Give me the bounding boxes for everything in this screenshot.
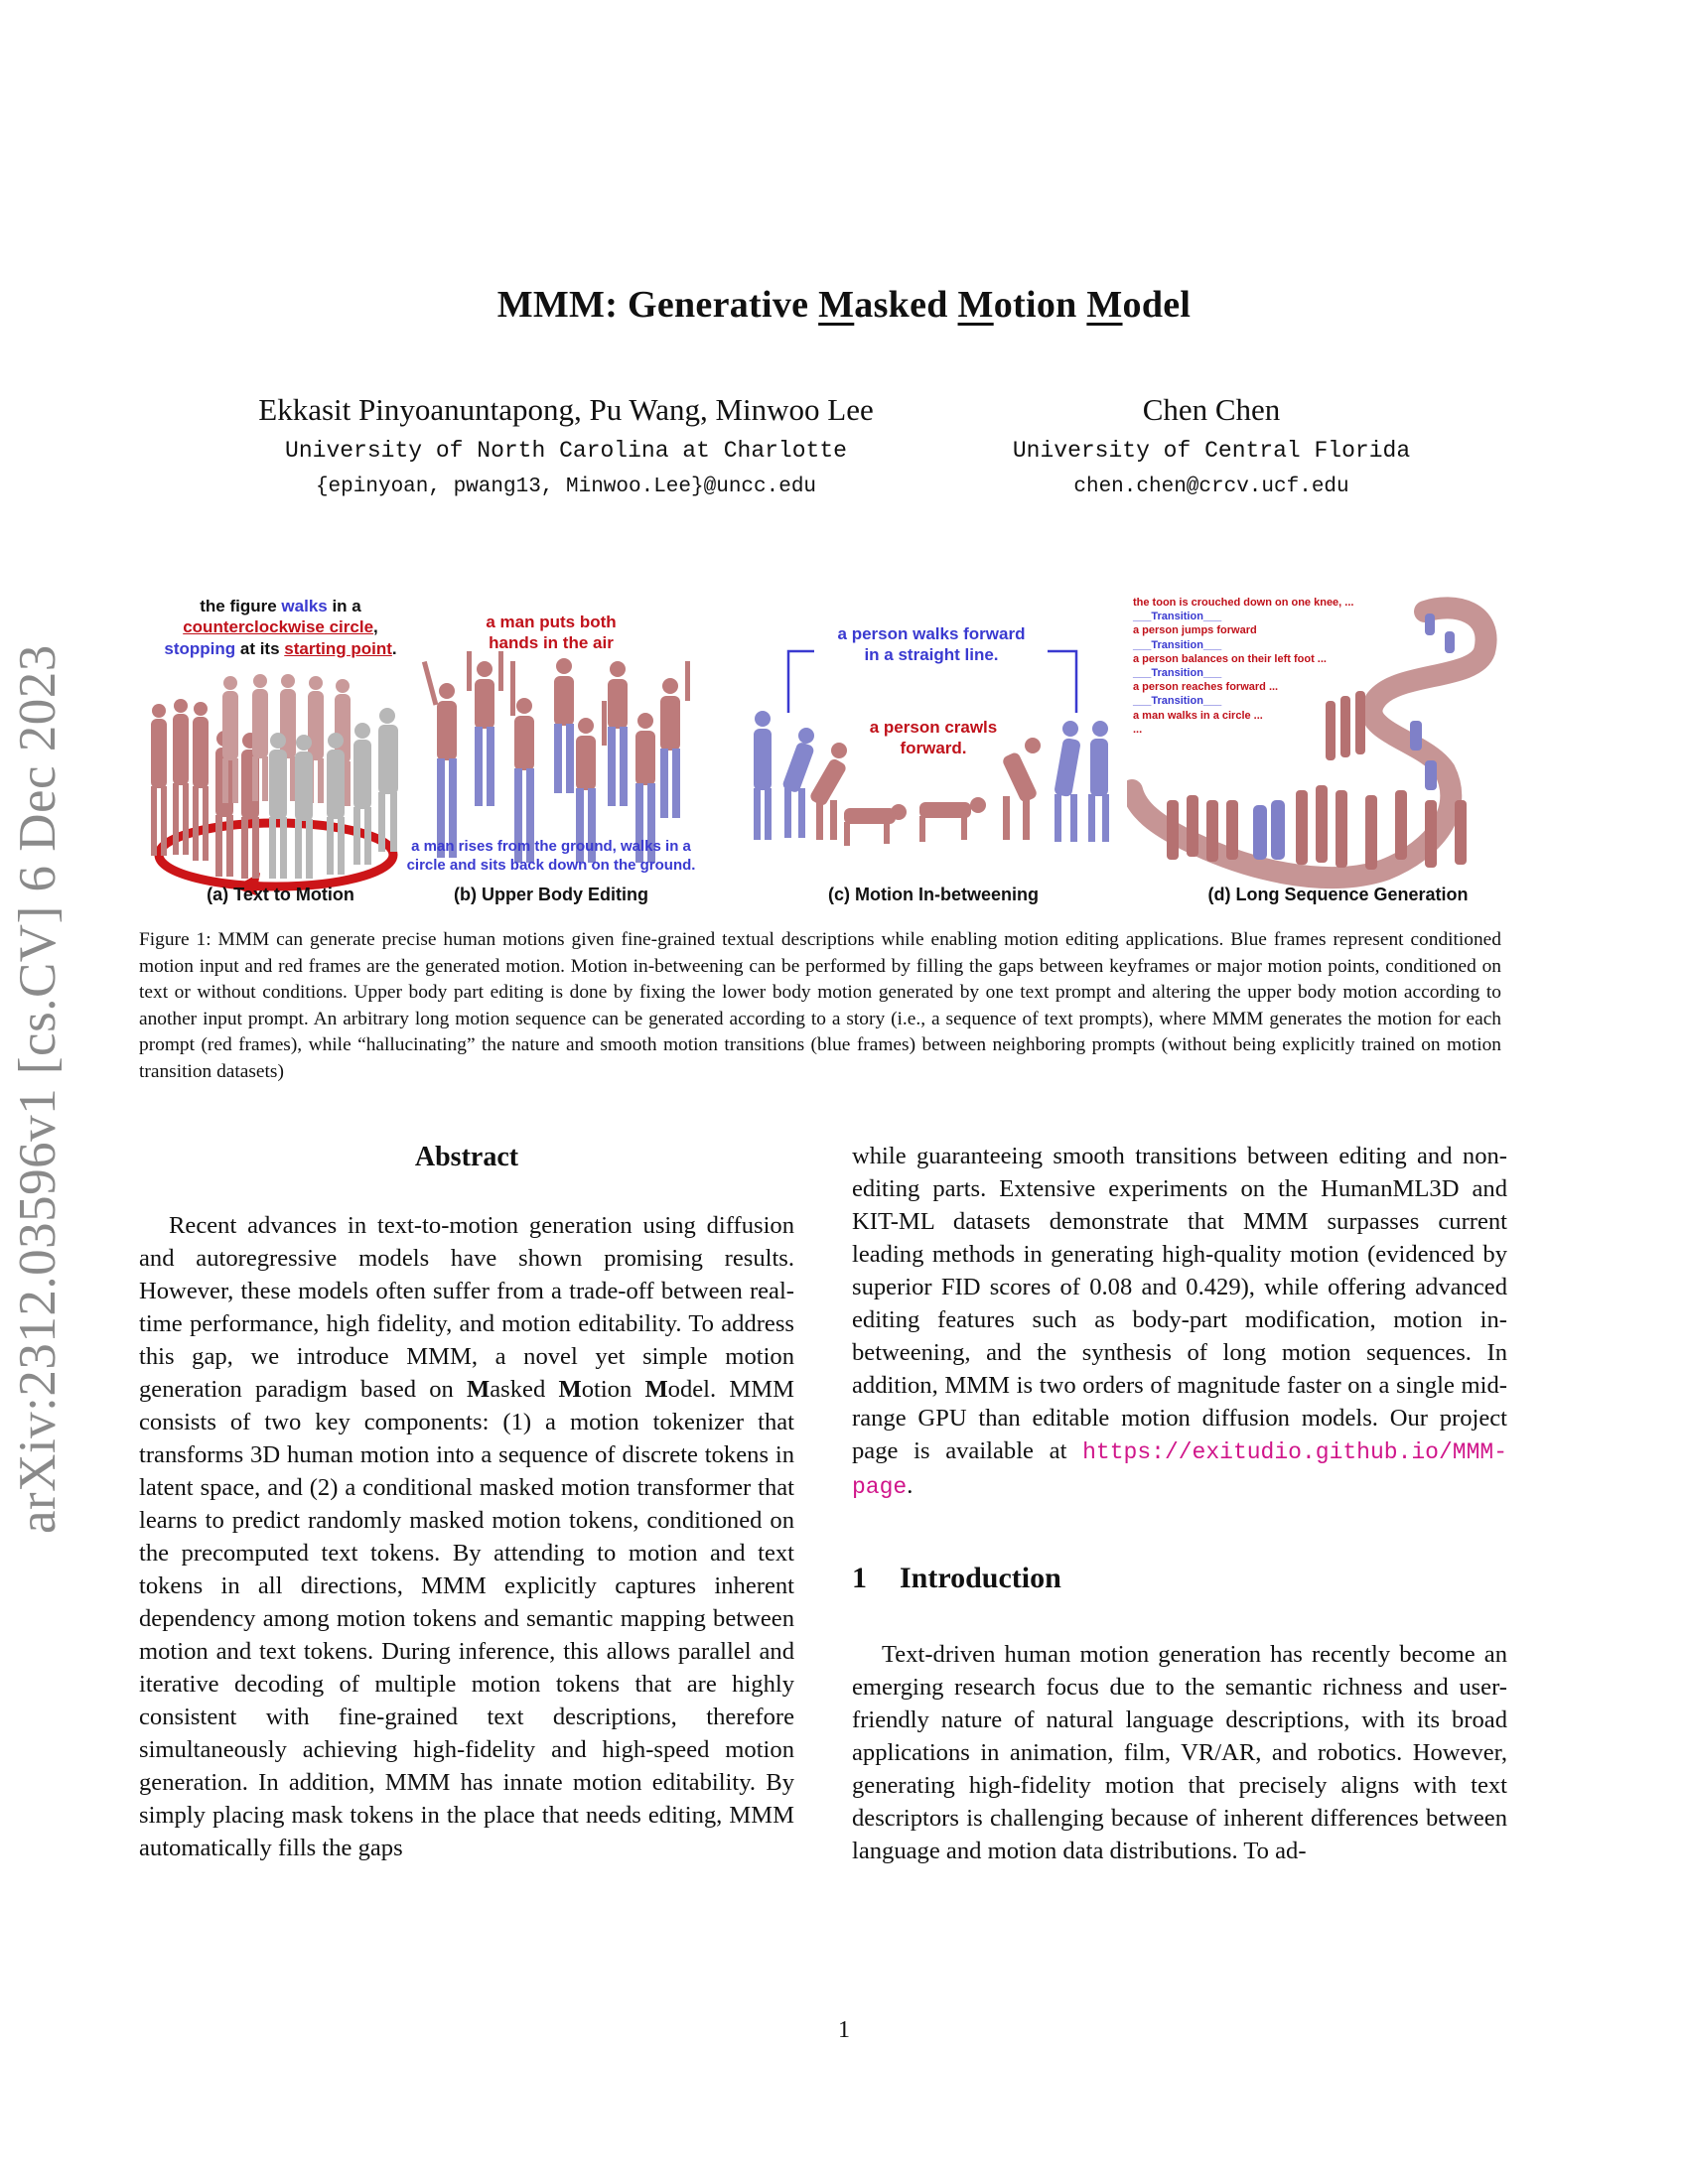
panel-caption: (d) Long Sequence Generation: [1207, 885, 1469, 904]
prompt-text: ,: [373, 617, 378, 637]
title-word: otion: [993, 284, 1087, 326]
author-affiliation: University of Central Florida: [1012, 438, 1411, 464]
author-names: Ekkasit Pinyoanuntapong, Pu Wang, Minwoo Lee: [258, 392, 874, 427]
story-prompt: a person balances on their left foot ...: [1133, 652, 1327, 665]
panel-c-conditioned-prompt: [814, 623, 1049, 666]
prompt-text: the figure: [200, 597, 282, 615]
panel-caption: (a) Text to Motion: [207, 885, 354, 904]
introduction-paragraph: Text-driven human motion generation has recently become an emerging research focus due to the semantic richness and user-friendly nature of natural language descriptions, with its broad applications in animation, film, VR/AR, and robotics. However, generating high-fidelity motion that precisely aligns with text descriptors is challenging because of inherent differences between language and motion data distributions. To ad-: [852, 1641, 1507, 1864]
panel-caption: (b) Upper Body Editing: [454, 885, 648, 904]
panel-b-lower-prompt: [397, 838, 705, 876]
abstract-paragraph: [139, 1209, 794, 1864]
title-word: asked: [854, 284, 958, 326]
abstract-text: asked: [490, 1376, 559, 1403]
figure-panel-long-sequence-generation: [1127, 592, 1549, 911]
story-prompt: the toon is crouched down on one knee, ...: [1133, 597, 1354, 609]
bold-initial: M: [644, 1376, 668, 1403]
prompt-text: counterclockwise circle: [183, 617, 374, 637]
title-prefix: MMM: Generative: [496, 284, 819, 326]
author-block-ucf: [973, 392, 1450, 498]
project-page-link[interactable]: https://exitudio.github.io/MMM-page: [852, 1439, 1507, 1500]
story-prompt: a person jumps forward: [1133, 624, 1257, 637]
figure-1: [139, 592, 1549, 911]
paper-title: [0, 283, 1688, 327]
figure-1-caption: Figure 1: MMM can generate precise human motions given fine-grained textual descriptions while enabling motion editing applications. Blue frames represent conditioned motion input and red frames are the generated motion. Motion in-betweening can be performed by filling the gaps between keyframes or major motion points, conditioned on text or without conditions. Upper body part editing is done by fixing the lower body motion generated by one text prompt and altering the upper body motion according to another input prompt. An arbitrary long motion sequence can be generated according to a story (i.e., a sequence of text prompts), where MMM generates the motion for each prompt (red frames), while “hallucinating” the nature and smooth motion transitions (blue frames) between neighboring prompts (without being explicitly trained on motion transition datasets): [139, 929, 1501, 1082]
title-word: odel: [1122, 284, 1192, 326]
story-ellipsis: ...: [1133, 723, 1143, 736]
prompt-text: a person crawls: [869, 718, 998, 737]
abstract-text: MMM consists of two key components: (1) a motion tokenizer that transforms 3D human motion into a sequence of discrete tokens in latent space, and (2) a conditional masked motion transformer that learns to predict randomly masked motion tokens, conditioned on the precomputed text tokens. By attending to motion and text tokens in all directions, MMM explicitly captures inherent dependency among motion tokens and semantic mapping between motion and text tokens. During inference, this allows parallel and iterative decoding of multiple motion tokens that are highly consistent with fine-grained text descriptions, therefore simultaneously achieving high-fidelity and high-speed motion generation. In addition, MMM has innate motion editability. By simply placing mask tokens in the place that needs editing, MMM automatically fills the gaps: [139, 1376, 794, 1861]
section-heading-introduction: [852, 1559, 1507, 1598]
author-names: Chen Chen: [1142, 392, 1281, 427]
abstract-paragraph-continued: [852, 1140, 1507, 1504]
author-block-uncc: [199, 392, 933, 498]
story-prompt: a person reaches forward ...: [1133, 681, 1279, 694]
prompt-text: in a: [327, 597, 361, 615]
prompt-text: a man puts both: [486, 613, 617, 631]
arxiv-identifier-stamp: arXiv:2312.03596v1 [cs.CV] 6 Dec 2023: [9, 644, 67, 1534]
prompt-text: at its: [235, 638, 285, 658]
title-underlined-m: M: [818, 284, 855, 326]
prompt-text: .: [391, 638, 397, 658]
story-prompt: a man walks in a circle ...: [1133, 709, 1263, 722]
author-email: chen.chen@crcv.ucf.edu: [1073, 476, 1349, 498]
abstract-heading: Abstract: [414, 1142, 519, 1172]
prompt-text: forward.: [900, 739, 967, 758]
panel-b-upper-prompt: [427, 612, 675, 654]
panel-d-story-prompts: [1133, 596, 1391, 737]
story-transition: ___Transition___: [1133, 695, 1222, 708]
page-number: 1: [838, 2017, 850, 2043]
bold-initial: M: [467, 1376, 491, 1403]
prompt-text: circle and sits back down on the ground.: [406, 856, 696, 874]
abstract-text: odel.: [667, 1376, 717, 1403]
abstract-text: while guaranteeing smooth transitions between editing and non-editing parts. Extensive experiments on the HumanML3D and KIT-ML datasets demonstrate that MMM surpasses current leading methods in generating high-quality motion (evidenced by superior FID scores of 0.08 and 0.429), while offering advanced editing features such as body-part modification, motion in-betweening, and the synthesis of long motion sequences. In addition, MMM is two orders of magnitude faster on a single mid-range GPU than editable motion diffusion models. Our project page is available at: [852, 1143, 1507, 1464]
prompt-text: walks: [281, 597, 328, 615]
left-column: [139, 1140, 794, 1864]
story-transition: ___Transition___: [1133, 667, 1222, 680]
figure-panel-text-to-motion: [139, 592, 422, 911]
right-column: [852, 1140, 1507, 1867]
story-transition: ___Transition___: [1133, 638, 1222, 651]
prompt-text: a person walks forward: [837, 624, 1026, 643]
author-affiliation: University of North Carolina at Charlotte: [285, 438, 847, 464]
abstract-text: Recent advances in text-to-motion generation using diffusion and autoregressive models have shown promising results. However, these models often suffer from a trade-off between real-time performance, high fidelity, and motion editability. To address this gap, we introduce MMM, a novel yet simple motion generation paradigm based on: [139, 1212, 794, 1403]
panel-c-generated-prompt: [844, 717, 1023, 759]
section-number: 1: [852, 1562, 867, 1594]
abstract-text: .: [907, 1472, 914, 1499]
story-transition: ___Transition___: [1133, 611, 1222, 623]
prompt-text: stopping: [164, 638, 236, 658]
title-underlined-m: M: [957, 284, 994, 326]
title-underlined-m: M: [1086, 284, 1123, 326]
abstract-text: otion: [581, 1376, 645, 1403]
circle-walk-illustration: [139, 592, 422, 911]
panel-caption: (c) Motion In-betweening: [828, 885, 1039, 904]
prompt-text: hands in the air: [489, 633, 614, 653]
prompt-text: a man rises from the ground, walks in a: [411, 838, 691, 855]
prompt-text: starting point: [284, 638, 392, 658]
bold-initial: M: [558, 1376, 582, 1403]
section-title: Introduction: [900, 1562, 1061, 1594]
prompt-text: in a straight line.: [864, 645, 999, 665]
author-email: {epinyoan, pwang13, Minwoo.Lee}@uncc.edu: [315, 476, 817, 498]
figure-panel-upper-body-editing: [407, 592, 695, 911]
figure-panel-motion-inbetweening: [735, 592, 1132, 911]
